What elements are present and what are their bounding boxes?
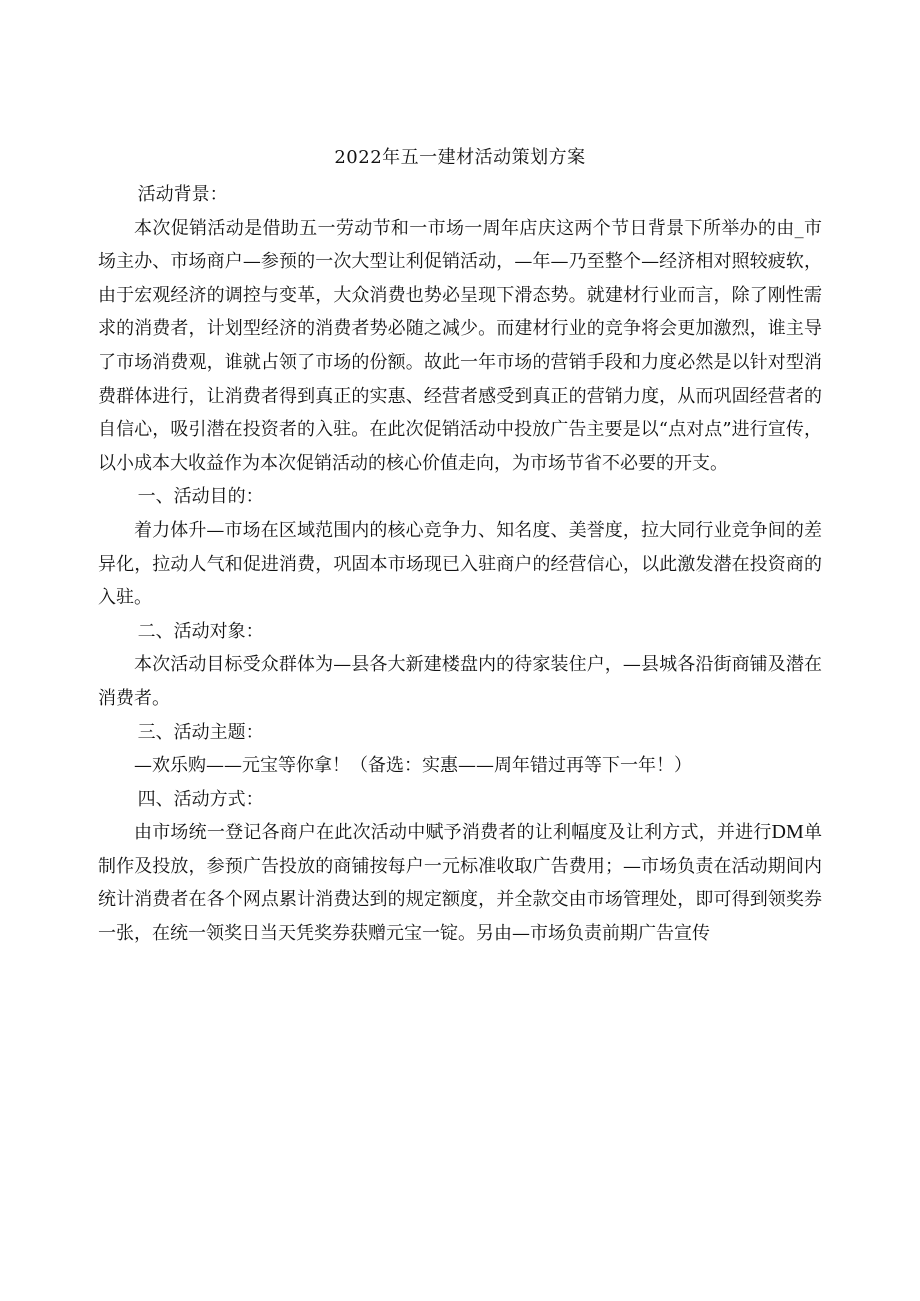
- document-title: 2022年五一建材活动策划方案: [334, 147, 586, 168]
- method-text-dm: DM: [771, 821, 804, 844]
- background-heading: 活动背景：: [137, 184, 228, 205]
- document-body: [98, 178, 822, 951]
- purpose-paragraph: 着力体升—市场在区域范围内的核心竞争力、知名度、美誉度，拉大同行业竞争间的差异化，拉动人气和促进消费，巩固本市场现已入驻商户的经营信心，以此激发潜在投资商的入驻。: [98, 519, 822, 609]
- method-text-part-b: 单制作及投放，参预广告投放的商铺按每户一元标准收取广告费用；—市场负责在活动期间内统计消费者在各个网点累计消费达到的规定额度，并全款交由市场管理处，即可得到领奖券一张，在统一领奖日当天凭奖券获赠元宝一锭。另由—市场负责前期广告宣传: [98, 822, 822, 945]
- background-paragraph: 本次促销活动是借助五一劳动节和一市场一周年店庆这两个节日背景下所举办的由_市场主办、市场商户—参预的一次大型让利促销活动，—年—乃至整个—经济相对照较疲软，由于宏观经济的调控与变革，大众消费也势必呈现下滑态势。就建材行业而言，除了刚性需求的消费者，计划型经济的消费者势必随之减少。而建材行业的竞争将会更加激烈，谁主导了市场消费观，谁就占领了市场的份额。故此一年市场的营销手段和力度必然是以针对型消费群体进行，让消费者得到真正的实惠、经营者感受到真正的营销力度，从而巩固经营者的自信心，吸引潜在投资者的入驻。在此次促销活动中投放广告主要是以“点对点”进行宣传，以小成本大收益作为本次促销活动的核心价值走向，为市场节省不必要的开支。: [98, 217, 822, 474]
- method-paragraph: [98, 816, 822, 950]
- method-text-part-a: 由市场统一登记各商户在此次活动中赋予消费者的让利幅度及让利方式，并进行: [134, 822, 772, 844]
- theme-paragraph: —欢乐购——元宝等你拿！（备选：实惠——周年错过再等下一年！）: [134, 755, 692, 777]
- method-heading: 四、活动方式：: [137, 788, 264, 810]
- purpose-heading: 一、活动目的：: [137, 486, 264, 508]
- audience-heading: 二、活动对象：: [137, 620, 264, 642]
- theme-heading: 三、活动主题：: [137, 721, 264, 743]
- audience-paragraph: 本次活动目标受众群体为—县各大新建楼盘内的待家装住户，—县城各沿街商铺及潜在消费者。: [98, 654, 822, 709]
